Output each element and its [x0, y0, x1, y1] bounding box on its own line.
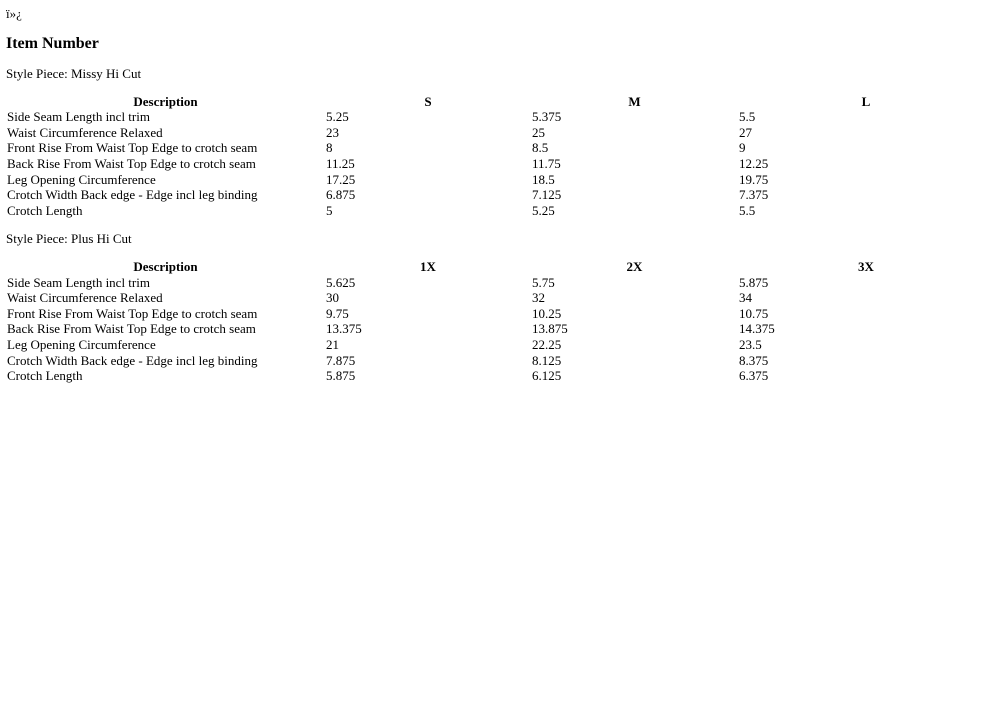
table-row — [6, 368, 994, 384]
measurement-value: 5.375 — [532, 109, 562, 125]
measurement-description: Back Rise From Waist Top Edge to crotch seam — [7, 155, 256, 171]
measurement-value: 18.5 — [532, 171, 555, 187]
measurement-value: 8.5 — [532, 140, 549, 156]
measurement-description: Front Rise From Waist Top Edge to crotch seam — [7, 140, 258, 156]
spec-table-plus — [6, 259, 994, 384]
table-row — [6, 140, 994, 156]
measurement-value: 34 — [739, 290, 752, 306]
measurement-description: Leg Opening Circumference — [7, 171, 156, 187]
table-header-row — [6, 259, 994, 275]
table-row — [6, 187, 994, 203]
column-header-size: 3X — [858, 258, 874, 274]
column-header-size: 1X — [420, 258, 436, 274]
measurement-description: Front Rise From Waist Top Edge to crotch seam — [7, 305, 258, 321]
measurement-value: 13.375 — [326, 321, 362, 337]
measurement-value: 5.75 — [532, 274, 555, 290]
measurement-description: Back Rise From Waist Top Edge to crotch seam — [7, 321, 256, 337]
measurement-value: 5.25 — [532, 202, 555, 218]
measurement-value: 5.875 — [326, 368, 356, 384]
measurement-value: 19.75 — [739, 171, 769, 187]
measurement-value: 27 — [739, 124, 752, 140]
table-row — [6, 203, 994, 219]
measurement-description: Waist Circumference Relaxed — [7, 290, 163, 306]
table-row — [6, 306, 994, 322]
measurement-value: 6.125 — [532, 368, 562, 384]
measurement-description: Crotch Length — [7, 202, 83, 218]
measurement-description: Crotch Width Back edge - Edge incl leg binding — [7, 187, 258, 203]
measurement-value: 12.25 — [739, 155, 769, 171]
measurement-value: 11.25 — [326, 155, 355, 171]
measurement-description: Crotch Length — [7, 368, 83, 384]
measurement-description: Side Seam Length incl trim — [7, 274, 150, 290]
measurement-value: 9 — [739, 140, 746, 156]
encoding-artifact-text: ï»¿ — [6, 6, 22, 21]
measurement-value: 5 — [326, 202, 333, 218]
measurement-value: 10.75 — [739, 305, 769, 321]
table-row — [6, 275, 994, 291]
style-piece-label-missy: Style Piece: Missy Hi Cut — [6, 66, 142, 81]
measurement-value: 23 — [326, 124, 339, 140]
measurement-value: 23.5 — [739, 336, 762, 352]
measurement-description: Leg Opening Circumference — [7, 336, 156, 352]
measurement-value: 7.875 — [326, 352, 356, 368]
measurement-value: 30 — [326, 290, 339, 306]
measurement-description: Side Seam Length incl trim — [7, 109, 150, 125]
measurement-value: 8.375 — [739, 352, 769, 368]
measurement-value: 5.875 — [739, 274, 769, 290]
column-header-size: 2X — [626, 258, 643, 274]
measurement-value: 22.25 — [532, 336, 562, 352]
column-header-size: L — [861, 93, 871, 109]
style-piece-label-plus: Style Piece: Plus Hi Cut — [6, 231, 132, 247]
table-row — [6, 337, 994, 353]
measurement-description: Crotch Width Back edge - Edge incl leg binding — [7, 352, 258, 368]
table-row — [6, 125, 994, 141]
column-header-size: M — [628, 93, 641, 109]
table-row — [6, 321, 994, 337]
measurement-value: 11.75 — [532, 155, 561, 171]
measurement-value: 8.125 — [532, 352, 562, 368]
measurement-value: 10.25 — [532, 305, 562, 321]
measurement-value: 8 — [326, 140, 333, 156]
measurement-value: 5.25 — [326, 109, 349, 125]
measurement-value: 9.75 — [326, 305, 349, 321]
measurement-value: 6.375 — [739, 368, 769, 384]
measurement-value: 17.25 — [326, 171, 356, 187]
spec-table-missy — [6, 94, 994, 219]
table-row — [6, 290, 994, 306]
measurement-value: 13.875 — [532, 321, 568, 337]
measurement-value: 5.5 — [739, 202, 756, 218]
column-header-description: Description — [133, 93, 198, 109]
measurement-value: 7.375 — [739, 187, 769, 203]
measurement-value: 14.375 — [739, 321, 775, 337]
page-title: Item Number — [6, 35, 99, 52]
measurement-value: 5.625 — [326, 274, 356, 290]
table-row — [6, 172, 994, 188]
measurement-value: 6.875 — [326, 187, 356, 203]
measurement-value: 21 — [326, 336, 339, 352]
table-row — [6, 353, 994, 369]
measurement-description: Waist Circumference Relaxed — [7, 124, 163, 140]
measurement-value: 32 — [532, 290, 545, 306]
column-header-size: S — [424, 93, 432, 109]
column-header-description: Description — [133, 258, 198, 274]
measurement-value: 25 — [532, 124, 545, 140]
table-row — [6, 109, 994, 125]
measurement-value: 7.125 — [532, 187, 562, 203]
measurement-value: 5.5 — [739, 109, 756, 125]
table-row — [6, 156, 994, 172]
table-header-row — [6, 94, 994, 110]
